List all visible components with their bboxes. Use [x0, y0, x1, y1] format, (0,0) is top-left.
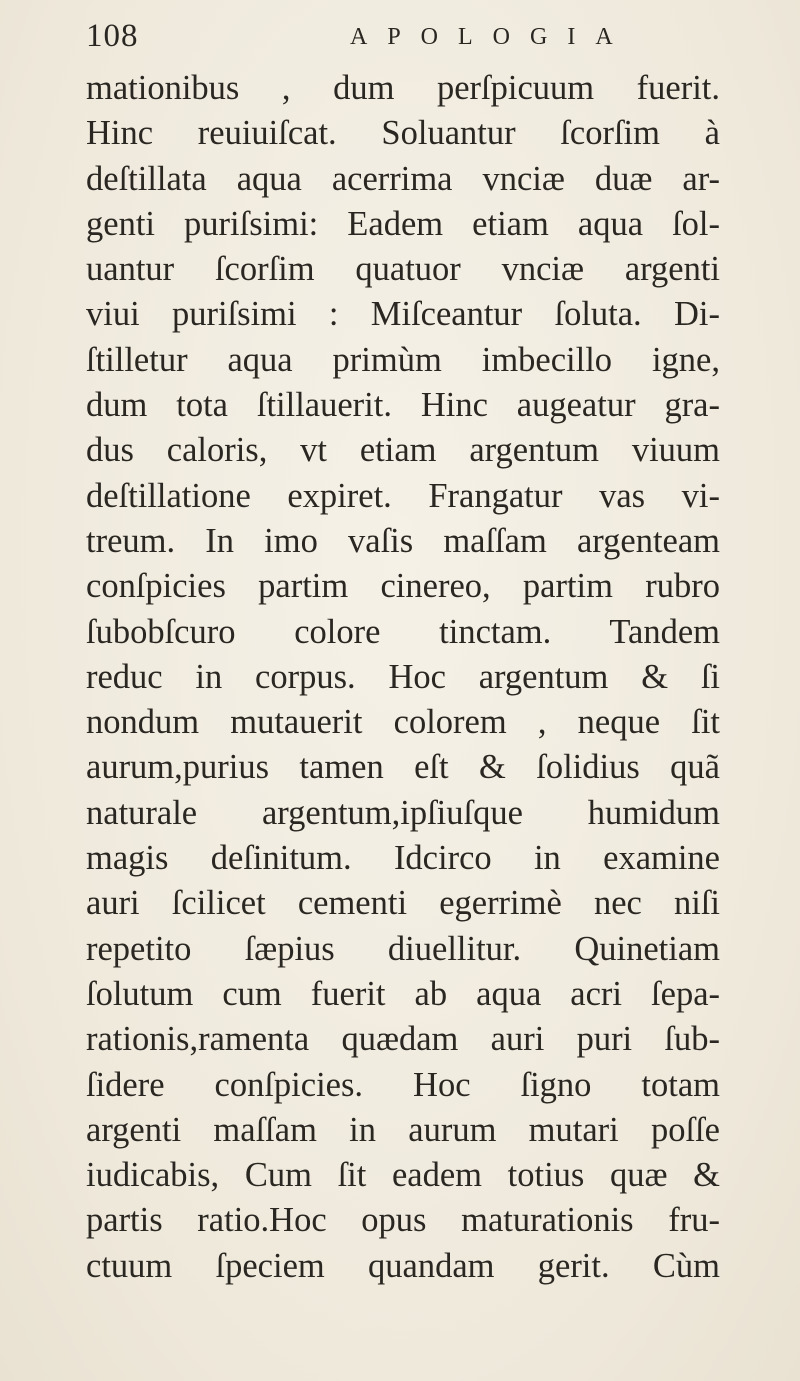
- page-header: [86, 18, 706, 62]
- text-line: reduc in corpus. Hoc argentum & ſi: [86, 657, 720, 696]
- text-line: ſidere conſpicies. Hoc ſigno totam: [86, 1065, 720, 1104]
- text-line: conſpicies partim cinereo, partim rubro: [86, 567, 720, 606]
- text-line: naturale argentum,ipſiuſque humidum: [86, 793, 720, 832]
- text-line: treum. In imo vaſis maſſam argenteam: [86, 521, 720, 560]
- running-head: APOLOGIA: [350, 24, 633, 50]
- text-line: genti puriſsimi: Eadem etiam aqua ſol-: [86, 204, 720, 243]
- text-line: Hinc reuiuiſcat. Soluantur ſcorſim à: [86, 114, 720, 153]
- text-line: ſtilletur aqua primùm imbecillo igne,: [86, 340, 720, 379]
- page-number: 108: [86, 18, 139, 54]
- text-line: viui puriſsimi : Miſceantur ſoluta. Di-: [86, 295, 720, 334]
- text-line: auri ſcilicet cementi egerrimè nec niſi: [86, 884, 720, 923]
- text-line: deſtillatione expiret. Frangatur vas vi-: [86, 476, 720, 515]
- text-line: rationis,ramenta quædam auri puri ſub-: [86, 1020, 720, 1059]
- text-line: partis ratio.Hoc opus maturationis fru-: [86, 1201, 720, 1240]
- text-line: mationibus , dum perſpicuum fuerit.: [86, 69, 720, 107]
- text-line: ſubobſcuro colore tinctam. Tandem: [86, 612, 720, 651]
- text-line: nondum mutauerit colorem , neque ſit: [86, 703, 720, 742]
- text-line: repetito ſæpius diuellitur. Quinetiam: [86, 929, 720, 968]
- text-line: deſtillata aqua acerrima vnciæ duæ ar-: [86, 159, 720, 198]
- text-line: iudicabis, Cum ſit eadem totius quæ &: [86, 1156, 720, 1195]
- text-line: ſolutum cum fuerit ab aqua acri ſepa-: [86, 974, 720, 1013]
- text-line: magis deſinitum. Idcirco in examine: [86, 839, 720, 878]
- text-line: dum tota ſtillauerit. Hinc augeatur gra-: [86, 386, 720, 425]
- text-line: aurum,purius tamen eſt & ſolidius quã: [86, 748, 720, 787]
- body-text: [86, 66, 776, 1289]
- text-line: uantur ſcorſim quatuor vnciæ argenti: [86, 250, 720, 289]
- text-line: ctuum ſpeciem quandam gerit. Cùm: [86, 1246, 720, 1285]
- text-line: dus caloris, vt etiam argentum viuum: [86, 431, 720, 470]
- text-line: argenti maſſam in aurum mutari poſſe: [86, 1110, 720, 1149]
